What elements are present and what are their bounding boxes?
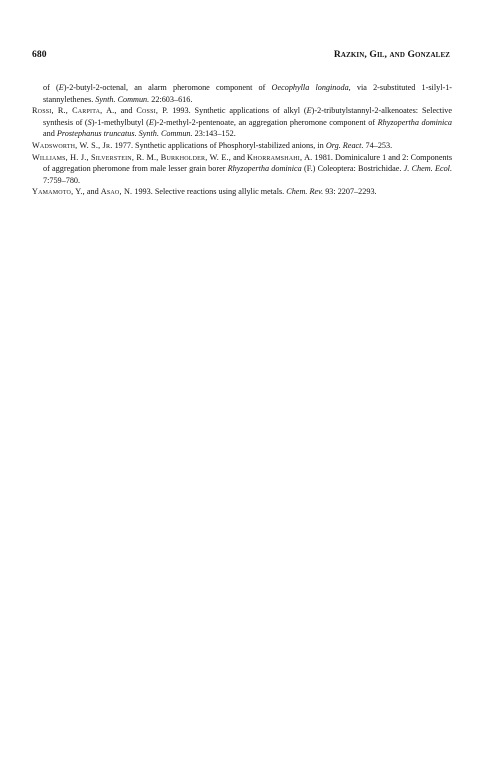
reference-text: 1977. Synthetic applications of Phosphoryl-stabilized anions, in	[112, 140, 326, 150]
reference-italic-text: Rhyzopertha dominica	[227, 164, 302, 174]
reference-authors: Khorramshahi, A.	[247, 152, 313, 162]
reference-authors: Williams, H. J., Silverstein, R. M., Burkholder, W. E.,	[32, 152, 232, 162]
reference-text: 7:759–780.	[43, 175, 81, 185]
reference-entry	[32, 152, 452, 187]
reference-continuation	[32, 82, 452, 105]
reference-text: 23:143–152.	[192, 129, 236, 139]
reference-italic-text: S	[87, 117, 92, 127]
reference-italic-text: Prostephanus truncatus. Synth. Commun.	[56, 129, 193, 139]
reference-text: 93: 2207–2293.	[323, 187, 377, 197]
page-header	[32, 49, 450, 63]
reference-text: (F.) Coleoptera: Bostrichidae.	[301, 164, 404, 174]
reference-text: )-2-tributylstannyl-2-alkenoates: Selective synthesis of (	[43, 106, 453, 127]
reference-list	[32, 82, 452, 198]
reference-italic-text: E	[148, 117, 154, 127]
reference-entry	[32, 105, 452, 140]
running-head: Razkin, Gil, and Gonzalez	[333, 49, 450, 60]
page-number: 680	[32, 49, 47, 60]
reference-text: and	[231, 152, 248, 162]
reference-text: , via 2-substituted 1-silyl-1-stannylethenes.	[43, 83, 453, 104]
reference-italic-text: E	[306, 106, 312, 116]
reference-text: )-2-butyl-2-octenal, an alarm pheromone component of	[63, 83, 272, 92]
reference-text: 1993. Selective reactions using allylic metals.	[132, 187, 287, 197]
reference-italic-text: J. Chem. Ecol.	[403, 164, 452, 174]
reference-text: of (	[43, 83, 59, 92]
reference-text: )-1-methylbutyl (	[91, 117, 149, 127]
reference-authors: Rossi, R., Carpita, A.,	[32, 106, 117, 116]
reference-authors: Asao, N.	[100, 187, 133, 197]
reference-authors: Yamamoto, Y.,	[32, 187, 85, 197]
reference-text: and	[116, 106, 137, 116]
reference-entry	[32, 186, 452, 198]
reference-text: 22:603–616.	[149, 94, 193, 104]
reference-text: 1993. Synthetic applications of alkyl (	[168, 106, 307, 116]
reference-italic-text: E	[58, 83, 64, 92]
reference-authors: Cossi, P.	[136, 106, 169, 116]
reference-text: 74–253.	[363, 140, 393, 150]
reference-entry	[32, 140, 452, 152]
reference-text: and	[84, 187, 101, 197]
reference-text: )-2-methyl-2-pentenoate, an aggregation pheromone component of	[153, 117, 378, 127]
reference-italic-text: Rhyzopertha dominica	[377, 117, 452, 127]
reference-text: and	[43, 129, 57, 139]
reference-italic-text: Chem. Rev.	[286, 187, 324, 197]
reference-italic-text: Oecophylla longinoda	[271, 83, 349, 92]
reference-italic-text: Synth. Commun.	[95, 94, 150, 104]
reference-text: 1981. Dominicalure 1 and 2: Components of aggregation pheromone from male lesser grain borer	[43, 152, 453, 174]
reference-authors: Wadsworth, W. S., Jr.	[32, 140, 113, 150]
reference-italic-text: Org. React.	[325, 140, 364, 150]
